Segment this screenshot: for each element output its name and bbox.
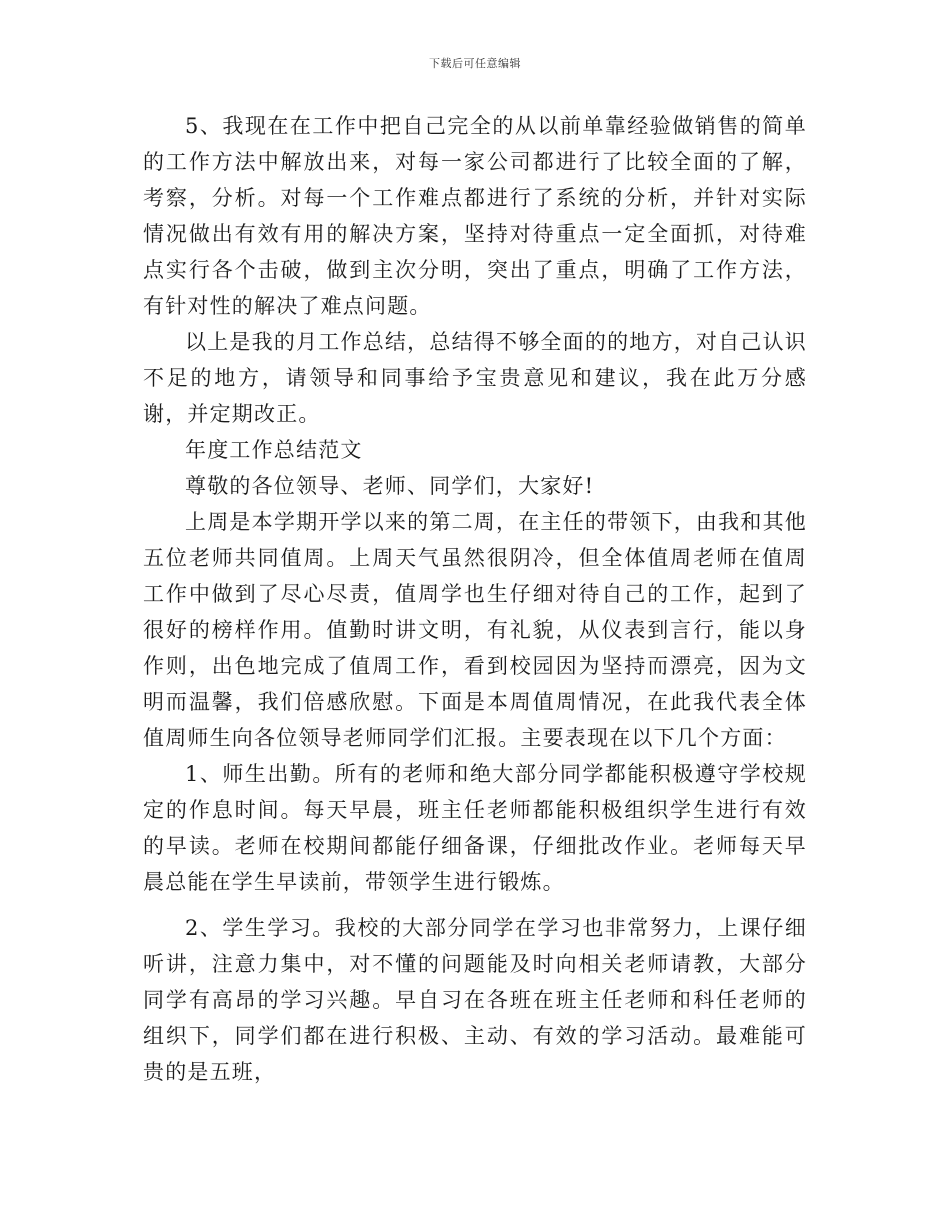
paragraph-study: 2、学生学习。我校的大部分同学在学习也非常努力，上课仔细听讲，注意力集中，对不懂的问题能及时向相关老师请教，大部分同学有高昂的学习兴趣。早自习在各班在班主任老师和科任老师的组织下，同学们都在进行积极、主动、有效的学习活动。最难能可贵的是五班， (143, 916, 807, 1084)
page-header: 下载后可任意编辑 (429, 57, 521, 70)
section-title: 年度工作总结范文 (185, 438, 363, 462)
paragraph-intro: 上周是本学期开学以来的第二周，在主任的带领下，由我和其他五位老师共同值周。上周天气虽然很阴冷，但全体值周老师在值周工作中做到了尽心尽责，值周学也生仔细对待自己的工作，起到了很好的榜样作用。值勤时讲文明，有礼貌，从仪表到言行，能以身作则，出色地完成了值周工作，看到校园因为坚持而漂亮，因为文明而温馨，我们倍感欣慰。下面是本周值周情况，在此我代表全体值周师生向各位领导老师同学们汇报。主要表现在以下几个方面： (143, 510, 807, 750)
paragraph-item-5: 5、我现在在工作中把自己完全的从以前单靠经验做销售的简单的工作方法中解放出来，对每一家公司都进行了比较全面的了解，考察，分析。对每一个工作难点都进行了系统的分析，并针对实际情况做出有效有用的解决方案，坚持对待重点一定全面抓，对待难点实行各个击破，做到主次分明，突出了重点，明确了工作方法，有针对性的解决了难点问题。 (143, 114, 807, 318)
paragraph-conclusion: 以上是我的月工作总结，总结得不够全面的的地方，对自己认识不足的地方，请领导和同事给予宝贵意见和建议，我在此万分感谢，并定期改正。 (143, 330, 807, 426)
paragraph-attendance: 1、师生出勤。所有的老师和绝大部分同学都能积极遵守学校规定的作息时间。每天早晨，班主任老师都能积极组织学生进行有效的早读。老师在校期间都能仔细备课，仔细批改作业。老师每天早晨总能在学生早读前，带领学生进行锻炼。 (143, 762, 807, 894)
document-body (143, 108, 807, 1090)
greeting: 尊敬的各位领导、老师、同学们，大家好! (185, 474, 595, 498)
